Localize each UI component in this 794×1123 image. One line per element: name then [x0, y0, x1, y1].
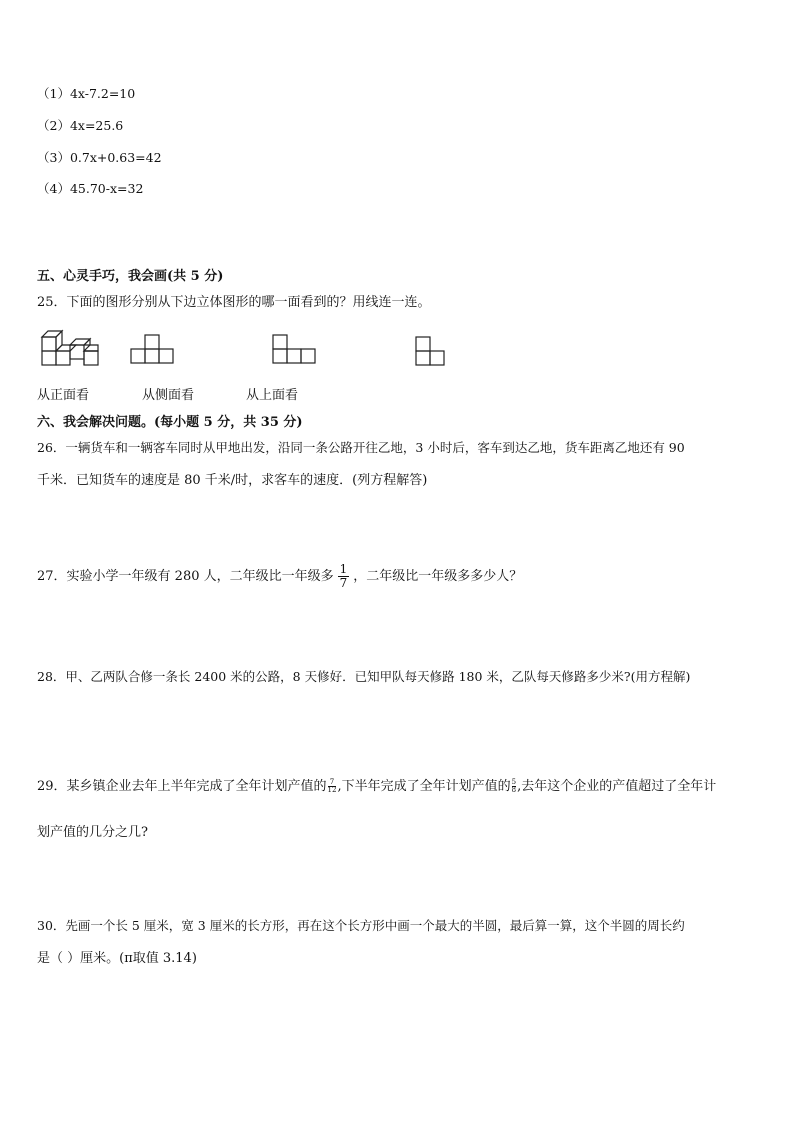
fraction-five-eighths — [512, 779, 516, 794]
solid-figure — [38, 325, 100, 369]
question-25: 25．下面的图形分别从下边立体图形的哪一面看到的？用线连一连。 — [37, 295, 431, 310]
caption-top: 从上面看 — [246, 388, 299, 403]
fraction-numerator: 5 — [511, 778, 517, 786]
equation-3: （3）0.7x+0.63=42 — [37, 150, 162, 165]
view-shape-1 — [130, 325, 178, 367]
view-shape-3 — [414, 325, 448, 373]
question-28: 28．甲、乙两队合修一条长 2400 米的公路，8 天修好．已知甲队每天修路 180 米，乙队每天修路多少米?(用方程解) — [37, 669, 691, 684]
fraction-numerator: 7 — [328, 779, 337, 787]
equation-2: （2）4x=25.6 — [37, 118, 124, 133]
fraction-numerator: 1 — [339, 562, 348, 576]
section-5-heading: 五、心灵手巧，我会画(共 5 分) — [37, 269, 224, 284]
fraction-seven-twelfths — [328, 779, 337, 794]
section-6-heading: 六、我会解决问题。(每小题 5 分，共 35 分) — [37, 415, 303, 430]
question-30-line-1: 30．先画一个长 5 厘米，宽 3 厘米的长方形，再在这个长方形中画一个最大的半圆，最后算一算，这个半圆的周长约 — [37, 918, 685, 933]
caption-side: 从侧面看 — [142, 388, 195, 403]
question-29-line-1 — [37, 775, 716, 794]
equation-1: （1）4x-7.2=10 — [37, 86, 136, 101]
fraction-denominator: 8 — [511, 786, 517, 794]
view-shape-2 — [272, 325, 320, 367]
fraction-denominator: 12 — [327, 786, 337, 794]
question-27-text-b: ，二年级比一年级多多少人？ — [353, 569, 523, 584]
fraction-one-seventh — [338, 563, 350, 590]
question-29-text-b: ,下半年完成了全年计划产值的 — [337, 779, 511, 794]
fraction-denominator: 7 — [339, 576, 348, 590]
question-29-text-c: ,去年这个企业的产值超过了全年计 — [517, 779, 717, 794]
question-26-line-1: 26．一辆货车和一辆客车同时从甲地出发，沿同一条公路开往乙地，3 小时后，客车到达乙地，货车距离乙地还有 90 — [37, 440, 685, 455]
question-27-text-a: 27．实验小学一年级有 280 人，二年级比一年级多 — [37, 569, 334, 584]
question-29-line-2: 划产值的几分之几? — [37, 825, 148, 840]
question-29-text-a: 29．某乡镇企业去年上半年完成了全年计划产值的 — [37, 779, 327, 794]
question-27 — [37, 563, 522, 590]
question-30-line-2: 是（ ）厘米。(π取值 3.14) — [37, 951, 197, 966]
question-26-line-2: 千米．已知货车的速度是 80 千米/时，求客车的速度．(列方程解答) — [37, 473, 428, 488]
equation-4: （4）45.70-x=32 — [37, 181, 144, 196]
caption-front: 从正面看 — [37, 388, 90, 403]
